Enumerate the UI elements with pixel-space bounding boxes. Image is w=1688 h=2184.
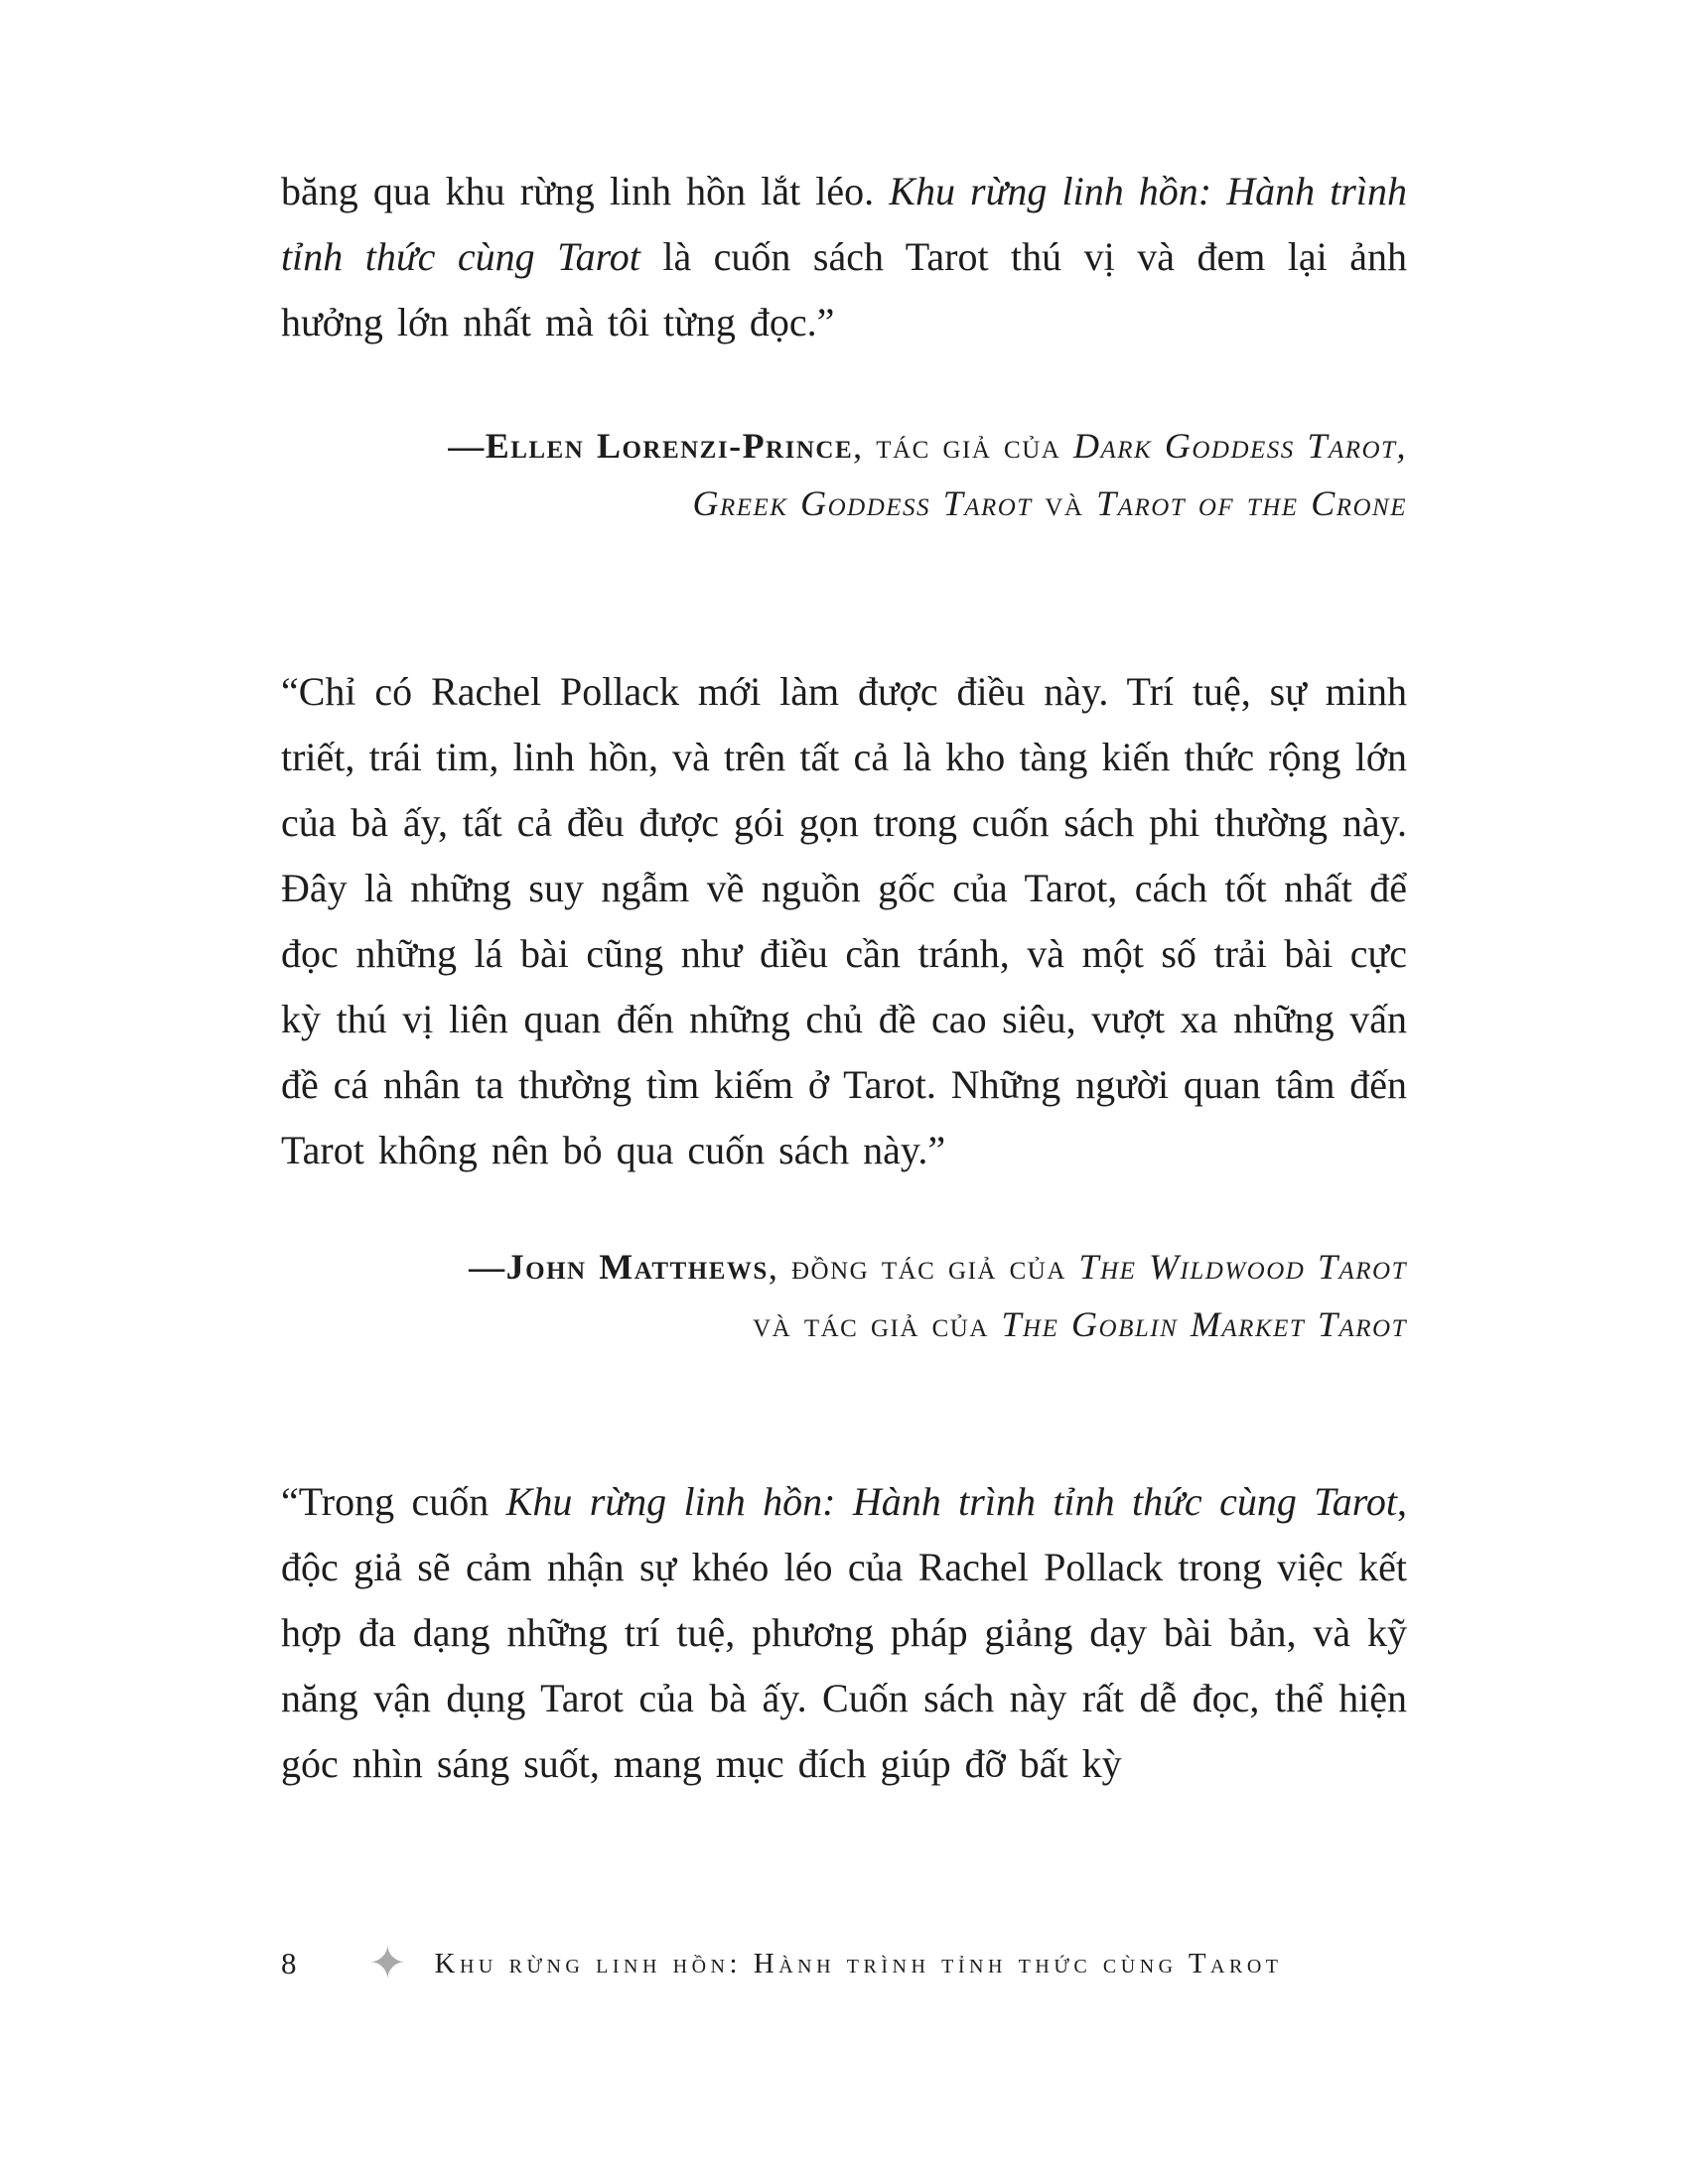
quote1-run-regular: băng qua khu rừng linh hồn lắt léo. — [281, 169, 890, 213]
book-title: Tarot of the Crone — [1096, 483, 1407, 523]
book-title: Greek Goddess Tarot — [692, 483, 1033, 523]
star-icon: ✦ — [368, 1938, 407, 1988]
author-role: và tác giả của — [753, 1304, 1002, 1344]
quote-paragraph-ellen — [281, 159, 1407, 355]
attribution-line — [281, 1238, 1407, 1296]
attribution-john-matthews — [281, 1238, 1407, 1353]
quote-paragraph-john: “Chỉ có Rachel Pollack mới làm được điều này. Trí tuệ, sự minh triết, trái tim, linh hồn, và trên tất cả là kho tàng kiến thức rộng lớn của bà ấy, tất cả đều được gói gọn trong cuốn sách phi thường này. Đây là những suy ngẫm về nguồn gốc của Tarot, cách tốt nhất để đọc những lá bài cũng như điều cần tránh, và một số trải bài cực kỳ thú vị liên quan đến những chủ đề cao siêu, vượt xa những vấn đề cá nhân ta thường tìm kiếm ở Tarot. Những người quan tâm đến Tarot không nên bỏ qua cuốn sách này.” — [281, 669, 1407, 1172]
quote3-book-title: Khu rừng linh hồn: Hành trình tỉnh thức cùng Tarot — [505, 1479, 1397, 1524]
quote3-run-end: , độc giả sẽ cảm nhận sự khéo léo của Rachel Pollack trong việc kết hợp đa dạng những trí tuệ, phương pháp giảng dạy bài bản, và kỹ năng vận dụng Tarot của bà ấy. Cuốn sách này rất dễ đọc, thể hiện góc nhìn sáng suốt, mang mục đích giúp đỡ bất kỳ — [281, 1479, 1407, 1786]
quote3-run-regular: “Trong cuốn — [281, 1479, 506, 1524]
attribution-line — [281, 1296, 1407, 1353]
quote-paragraph-third — [281, 1469, 1407, 1797]
author-name: —Ellen Lorenzi-Prince — [448, 426, 854, 466]
author-name: —John Matthews — [469, 1247, 769, 1287]
book-title: Dark Goddess Tarot, — [1073, 426, 1407, 466]
book-title: The Wildwood Tarot — [1078, 1247, 1407, 1287]
quote1-book-title: Khu rừng linh hồn: Hành trình tỉnh thức cùng Tarot — [281, 169, 1407, 279]
page-number: 8 — [281, 1946, 297, 1980]
conjunction: và — [1032, 483, 1097, 523]
attribution-line — [281, 475, 1407, 532]
attribution-line — [281, 417, 1407, 475]
running-title: Khu rừng linh hồn: Hành trình tỉnh thức cùng Tarot — [434, 1947, 1283, 1979]
quote1-run-end: là cuốn sách Tarot thú vị và đem lại ảnh hưởng lớn nhất mà tôi từng đọc.” — [281, 234, 1407, 344]
author-role: , đồng tác giả của — [768, 1247, 1079, 1287]
author-role: , tác giả của — [853, 426, 1073, 466]
book-title: The Goblin Market Tarot — [1001, 1304, 1407, 1344]
attribution-ellen-lorenzi-prince — [281, 417, 1407, 532]
page-footer — [281, 1938, 1407, 1988]
